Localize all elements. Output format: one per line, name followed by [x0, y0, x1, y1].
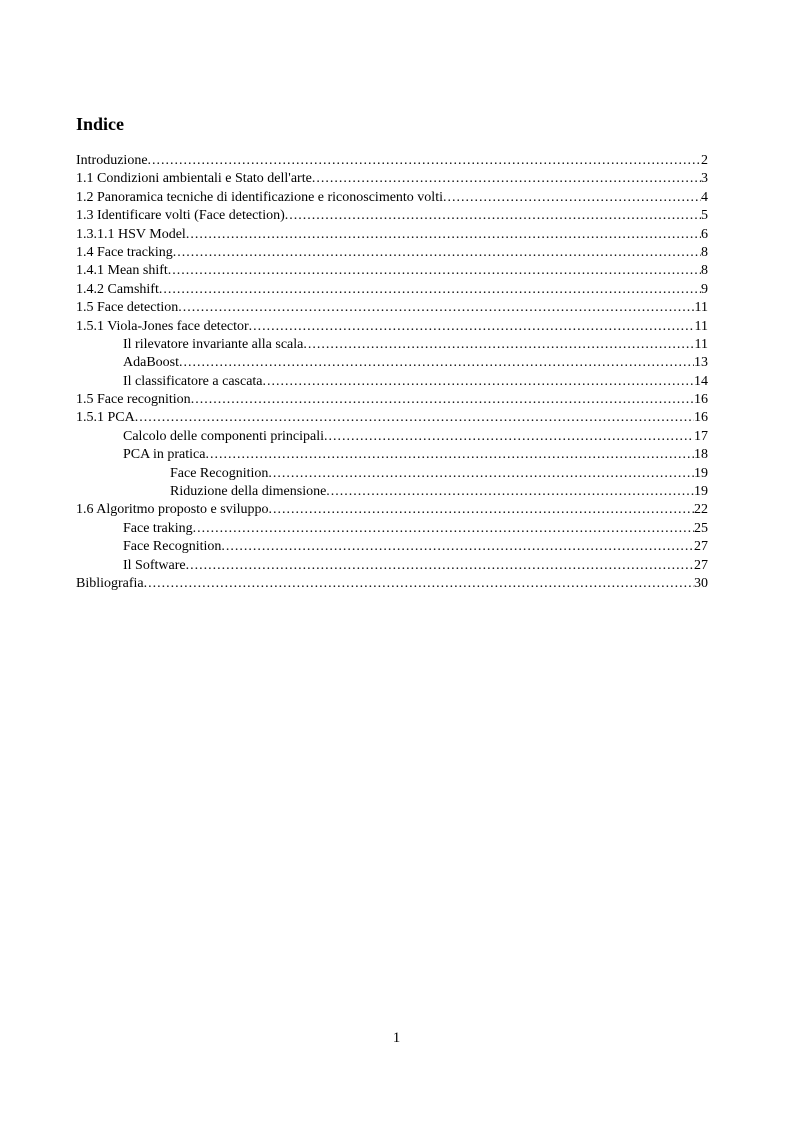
- toc-entry[interactable]: [76, 354, 708, 372]
- toc-entry-page: 19: [694, 484, 708, 500]
- toc-entry-page: 11: [694, 318, 708, 334]
- toc-dot-leader: [443, 189, 701, 207]
- toc-dot-leader: [205, 446, 694, 464]
- toc-entry-label: Calcolo delle componenti principali: [123, 428, 324, 444]
- toc-entry-label: Il Software: [123, 557, 186, 573]
- toc-entry[interactable]: [76, 318, 708, 336]
- toc-dot-leader: [159, 281, 701, 299]
- toc-entry-label: Face Recognition: [123, 539, 222, 555]
- toc-entry-label: Riduzione della dimensione: [170, 484, 327, 500]
- toc-entry-page: 6: [701, 226, 708, 242]
- toc-dot-leader: [186, 557, 694, 575]
- toc-entry[interactable]: [76, 446, 708, 464]
- toc-dot-leader: [168, 262, 701, 280]
- toc-entry[interactable]: [76, 281, 708, 299]
- toc-dot-leader: [263, 373, 694, 391]
- toc-entry-label: 1.6 Algoritmo proposto e sviluppo: [76, 502, 269, 518]
- toc-entry-label: Face traking: [123, 520, 193, 536]
- toc-entry[interactable]: [76, 428, 708, 446]
- toc-dot-leader: [303, 336, 694, 354]
- toc-entry[interactable]: [76, 465, 708, 483]
- toc-dot-leader: [144, 575, 694, 593]
- table-of-contents: [76, 152, 708, 593]
- toc-entry[interactable]: [76, 244, 708, 262]
- toc-dot-leader: [193, 520, 694, 538]
- toc-dot-leader: [179, 354, 694, 372]
- toc-entry-label: PCA in pratica: [123, 447, 206, 463]
- toc-entry[interactable]: [76, 373, 708, 391]
- toc-entry-page: 11: [694, 336, 708, 352]
- toc-entry-page: 22: [694, 502, 708, 518]
- toc-entry-page: 8: [701, 263, 708, 279]
- toc-entry-label: 1.5 Face detection: [76, 300, 179, 316]
- toc-entry-label: 1.2 Panoramica tecniche di identificazione e riconoscimento volti: [76, 189, 443, 205]
- toc-entry[interactable]: [76, 391, 708, 409]
- toc-entry-page: 5: [701, 208, 708, 224]
- toc-dot-leader: [173, 244, 701, 262]
- toc-entry[interactable]: [76, 170, 708, 188]
- toc-entry[interactable]: [76, 299, 708, 317]
- toc-entry-label: Introduzione: [76, 153, 148, 168]
- toc-entry-page: 9: [701, 281, 708, 297]
- toc-entry-label: Il classificatore a cascata: [123, 373, 263, 389]
- toc-dot-leader: [326, 483, 694, 501]
- toc-entry[interactable]: [76, 501, 708, 519]
- page-title: Indice: [76, 114, 125, 134]
- toc-entry[interactable]: [76, 575, 708, 593]
- toc-entry-label: 1.3.1.1 HSV Model: [76, 226, 186, 242]
- toc-entry-page: 3: [701, 171, 708, 187]
- toc-entry-page: 16: [694, 392, 708, 408]
- toc-entry-page: 27: [694, 539, 708, 555]
- toc-entry-page: 13: [694, 355, 708, 371]
- toc-entry-label: 1.4.1 Mean shift: [76, 263, 168, 279]
- page-number: 1: [392, 1030, 401, 1046]
- toc-dot-leader: [135, 409, 694, 427]
- toc-entry[interactable]: [76, 409, 708, 427]
- toc-dot-leader: [324, 428, 694, 446]
- toc-dot-leader: [268, 465, 694, 483]
- toc-entry[interactable]: [76, 189, 708, 207]
- toc-entry[interactable]: [76, 226, 708, 244]
- toc-entry-page: 4: [701, 189, 708, 205]
- toc-entry-page: 16: [694, 410, 708, 426]
- toc-entry-label: 1.3 Identificare volti (Face detection): [76, 208, 285, 224]
- toc-dot-leader: [186, 226, 701, 244]
- toc-entry-page: 18: [694, 447, 708, 463]
- toc-dot-leader: [148, 152, 701, 170]
- toc-dot-leader: [221, 538, 694, 556]
- toc-entry[interactable]: [76, 262, 708, 280]
- toc-dot-leader: [312, 170, 701, 188]
- toc-dot-leader: [178, 299, 694, 317]
- toc-entry-page: 25: [694, 520, 708, 536]
- toc-entry-page: 14: [694, 373, 708, 389]
- toc-entry[interactable]: [76, 538, 708, 556]
- toc-entry-label: 1.5 Face recognition: [76, 392, 191, 408]
- toc-dot-leader: [269, 501, 695, 519]
- toc-entry[interactable]: [76, 520, 708, 538]
- toc-entry-page: 19: [694, 465, 708, 481]
- toc-entry[interactable]: [76, 152, 708, 170]
- toc-entry-page: 2: [701, 153, 708, 168]
- toc-dot-leader: [249, 318, 695, 336]
- toc-entry-label: 1.5.1 Viola-Jones face detector: [76, 318, 249, 334]
- toc-entry-label: 1.4.2 Camshift: [76, 281, 159, 297]
- toc-entry[interactable]: [76, 336, 708, 354]
- toc-entry-label: Bibliografia: [76, 575, 144, 591]
- toc-entry-label: 1.1 Condizioni ambientali e Stato dell'arte: [76, 171, 312, 187]
- toc-entry-page: 11: [694, 300, 708, 316]
- toc-entry-page: 30: [694, 575, 708, 591]
- toc-entry-page: 8: [701, 244, 708, 260]
- toc-entry[interactable]: [76, 207, 708, 225]
- toc-dot-leader: [191, 391, 694, 409]
- toc-entry-label: Face Recognition: [170, 465, 269, 481]
- toc-entry[interactable]: [76, 557, 708, 575]
- toc-entry-label: 1.4 Face tracking: [76, 244, 173, 260]
- toc-entry-label: Il rilevatore invariante alla scala: [123, 336, 304, 352]
- toc-entry-page: 17: [694, 428, 708, 444]
- toc-entry-label: 1.5.1 PCA: [76, 410, 135, 426]
- toc-entry[interactable]: [76, 483, 708, 501]
- toc-dot-leader: [285, 207, 701, 225]
- toc-entry-page: 27: [694, 557, 708, 573]
- toc-entry-label: AdaBoost: [123, 355, 179, 371]
